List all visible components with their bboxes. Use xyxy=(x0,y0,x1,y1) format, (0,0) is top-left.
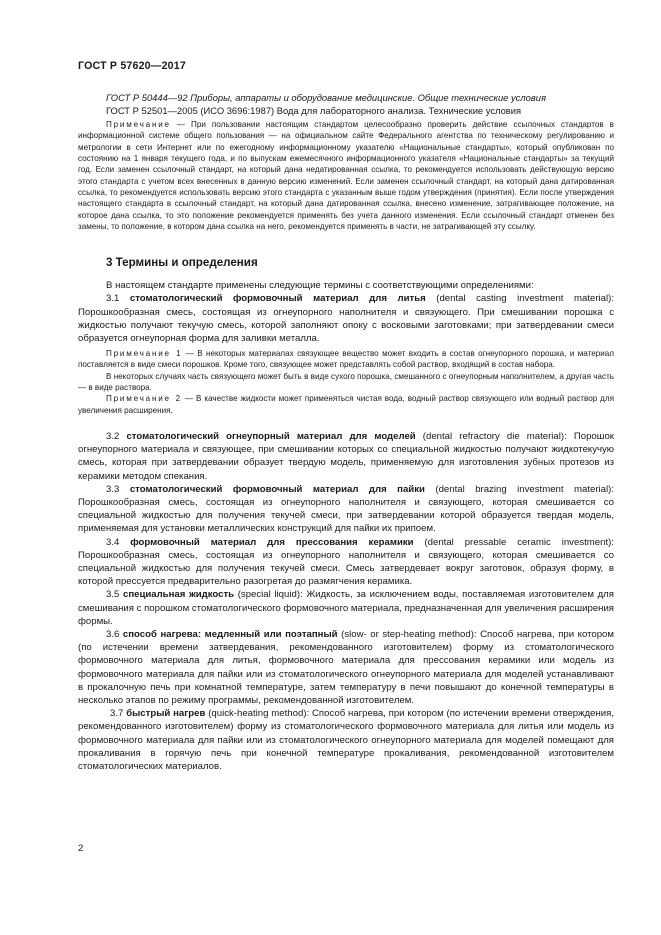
page-content xyxy=(78,92,614,773)
term-name: способ нагрева: медленный или поэтапный xyxy=(122,629,338,640)
note-text: В некоторых случаях часть связующего может быть в виде сухого порошка, смешанного с огнеупорным наполнителем, а другая часть — в виде раствора. xyxy=(78,371,614,393)
term-name: специальная жидкость xyxy=(122,589,235,601)
term-number: 3.3 xyxy=(106,483,130,495)
term-3-6 xyxy=(78,628,614,707)
note-text: — В некоторых материалах связующее вещество может входить в состав огнеупорного порошка, и материал поставляется в виде смеси порошков. Кроме того, связующее может представлять собой раствор, входящий в состав набора. xyxy=(78,349,614,370)
term-definition: (quick-heating method): Способ нагрева, при котором (по истечении времени отверждения, рекомендованного изготовителем) форму из стоматологического формовочного материала для литья или модель из формовочного материала для пайки или из стоматологического огнеупорного материала для моделей помещают для прокаливания в горячую печь при конечной температуре прокаливания, рекомендованной изготовителем стоматологических материалов. xyxy=(78,708,614,773)
reference-text: ГОСТ Р 52501—2005 (ИСО 3696:1987) Вода для лабораторного анализа. Технические условия xyxy=(106,104,522,116)
term-3-3 xyxy=(78,483,614,536)
note-1-continuation xyxy=(78,371,614,394)
page-number: 2 xyxy=(78,843,84,854)
note-2 xyxy=(78,393,614,416)
reference-text-italic: ГОСТ Р 50444—92 Приборы, аппараты и оборудование медицинские. Общие технические условия xyxy=(106,92,546,103)
term-3-2 xyxy=(78,430,614,483)
term-number: 3.7 xyxy=(110,708,127,720)
reference-gost-52501 xyxy=(78,105,614,118)
term-3-7 xyxy=(78,707,614,773)
note-label: Примечание 2 xyxy=(106,394,182,404)
term-definition: (dental pressable ceramic investment): Порошкообразная смесь, состоящая из огнеупорного наполнителя и связующего, которая смешивается со специальной жидкостью для получения текучей смеси. Смесь затвердевает вокруг заготовок, образуя форму, в которой прессуется предварительно разогретая до размягчения керамика. xyxy=(78,536,614,588)
term-number: 3.2 xyxy=(106,430,127,442)
section-title: 3 Термины и определения xyxy=(106,256,258,270)
term-number: 3.5 xyxy=(106,589,123,601)
term-number: 3.4 xyxy=(106,536,131,548)
note-label: Примечание 1 xyxy=(106,349,183,359)
note-references xyxy=(78,119,614,232)
section-intro: В настоящем стандарте применены следующие термины с соответствующими определениями: xyxy=(106,280,534,292)
term-name: формовочный материал для прессования керамики xyxy=(130,536,414,548)
term-definition: (dental casting investment material): Порошкообразная смесь, состоящая из огнеупорного наполнителя и связующего. При смешивании порошка с жидкостью получают текучую смесь, которой заполняют опоку с восковыми заготовками; при затвердевании смеси образуется огнеупорная форма для заливки металла. xyxy=(78,293,614,344)
term-3-5 xyxy=(78,588,614,628)
reference-gost-50444 xyxy=(78,92,614,105)
document-code-header: ГОСТ Р 57620—2017 xyxy=(78,60,186,72)
term-3-1 xyxy=(78,292,614,345)
term-definition: (slow- or step-heating method): Способ нагрева, при котором (по истечении времени затвердевания, рекомендованного изготовителем) форму из стоматологического формовочного материала для литья, формовочного материала для прессования керамики или модель из формовочного материала для пайки или из стоматологического огнеупорного материала для моделей устанавливают в прокалочную печь при комнатной температуре, затем температуру в печи повышают до конечной температуры в несколько этапов по режиму программы, рекомендованной изготовителем. xyxy=(78,629,614,707)
term-name: стоматологический формовочный материал для пайки xyxy=(129,483,425,495)
note-1 xyxy=(78,348,614,371)
term-definition: (dental refractory die material): Порошок огнеупорного материала и связующее, при смешивании которых со специальной жидкостью получают жидкотекучую смесь, которая при затвердевании образует твердую модель, применяемую для изготовления зубных протезов из керамики методом спекания. xyxy=(78,430,614,482)
term-definition: (dental brazing investment material): Порошкообразная смесь, состоящая из огнеупорного наполнителя и связующего, которая смешивается со специальной жидкостью для получения текучей смеси, при затвердевании которой образуется твердая модель, применяемая для установки металлических конструкций для пайки их припоем. xyxy=(78,483,614,535)
term-name: стоматологический огнеупорный материал для моделей xyxy=(126,430,416,442)
note-label: Примечание xyxy=(106,120,171,130)
term-number: 3.6 xyxy=(106,629,123,640)
note-text: — При пользовании настоящим стандартом целесообразно проверить действие ссылочных стандартов в информационной системе общего пользования — на официальном сайте Федерального агентства по техническому регулированию и метрологии в сети Интернет или по ежегодному информационному указателю «Национальные стандарты», который опубликован по состоянию на 1 января текущего года, и по выпускам ежемесячного информационного указателя «Национальные стандарты» за текущий год. Если заменен ссылочный стандарт, на который дана недатированная ссылка, то рекомендуется использовать действующую версию этого стандарта с учетом всех внесенных в данную версию изменений. Если заменен ссылочный стандарт, на который дана датированная ссылка, то рекомендуется использовать версию этого стандарта с указанным выше годом утверждения (принятия). Если после утверждения настоящего стандарта в ссылочный стандарт, на который дана датированная ссылка, внесено изменение, затрагивающее положение, на которое дана ссылка, то это положение рекомендуется применять без учета данного изменения. Если ссылочный стандарт отменен без замены, то положение, в котором дана ссылка на него, рекомендуется применять в части, не затрагивающей эту ссылку. xyxy=(78,120,614,231)
term-definition: (special liquid): Жидкость, за исключением воды, поставляемая изготовителем для смешивания с порошком стоматологического формовочного материала, предназначенная для увеличения расширения формы. xyxy=(78,589,615,627)
term-number: 3.1 xyxy=(106,293,130,305)
term-3-4 xyxy=(78,536,614,589)
term-name: стоматологический формовочный материал для литья xyxy=(129,293,426,305)
term-name: быстрый нагрев xyxy=(126,708,206,720)
term-3-1-notes xyxy=(78,348,614,416)
note-text: — В качестве жидкости может применяться чистая вода, водный раствор связующего или водный раствор для увеличения расширения. xyxy=(78,394,615,415)
